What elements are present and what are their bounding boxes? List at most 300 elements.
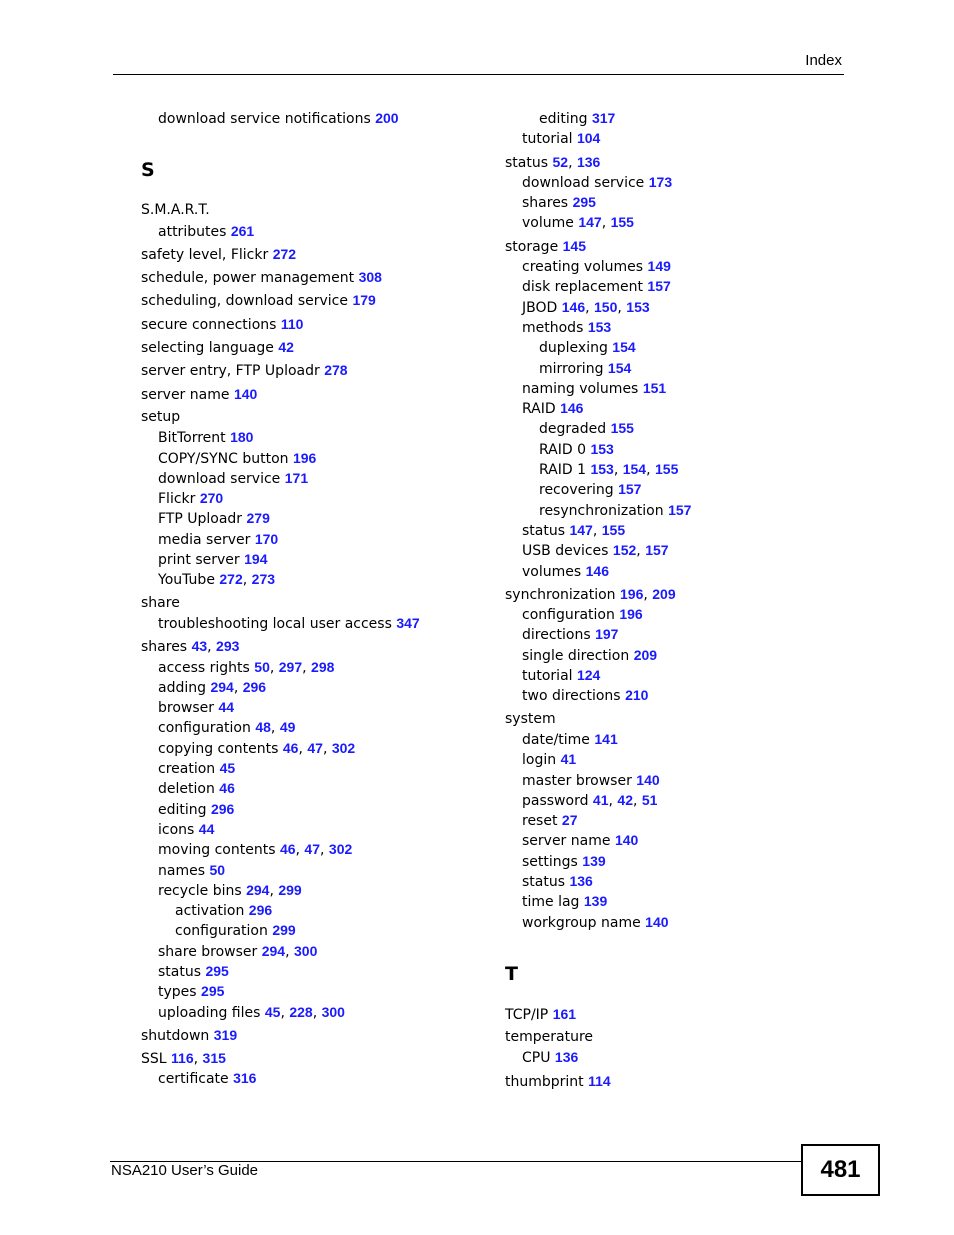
index-entry: [505, 851, 865, 871]
index-entry: [141, 1025, 501, 1045]
index-term: deletion: [158, 781, 215, 798]
running-header: Index: [805, 52, 842, 69]
page-ref-link[interactable]: 296: [248, 902, 273, 919]
page-separator: ,: [233, 679, 243, 696]
index-entry: [141, 221, 501, 241]
index-entry: [505, 891, 865, 911]
page-ref-link[interactable]: 52: [552, 153, 569, 170]
index-term: access rights: [158, 659, 250, 676]
page-separator: ,: [295, 842, 305, 859]
index-term: media server: [158, 531, 251, 548]
footer-guide-title: NSA210 User’s Guide: [111, 1162, 259, 1179]
index-term: schedule, power management: [141, 270, 355, 287]
page-ref-link[interactable]: 294: [210, 678, 234, 695]
index-term: status: [522, 522, 566, 539]
page-number: 481: [820, 1156, 861, 1183]
index-entry: [505, 810, 865, 830]
index-term: temperature: [505, 1029, 593, 1046]
page-ref-link[interactable]: 157: [668, 501, 692, 518]
index-term: TCP/IP: [505, 1006, 549, 1023]
index-entry: [505, 584, 865, 604]
page-ref-link[interactable]: 270: [199, 490, 224, 507]
index-entry: [141, 613, 501, 633]
index-term: S.M.A.R.T.: [141, 202, 210, 219]
index-term: naming volumes: [522, 380, 639, 397]
index-term: selecting language: [141, 340, 274, 357]
index-entry: [141, 657, 501, 677]
page-ref-link[interactable]: 45: [264, 1003, 281, 1020]
page-ref-link[interactable]: 155: [610, 420, 634, 437]
page-ref-link[interactable]: 157: [645, 542, 669, 559]
page-ref-link[interactable]: 299: [278, 881, 302, 898]
index-entry: [505, 604, 865, 624]
index-column-right: [505, 108, 865, 1091]
index-term: status: [158, 963, 202, 980]
page-ref-link[interactable]: 155: [601, 521, 626, 538]
index-term: methods: [522, 319, 584, 336]
page-ref-link[interactable]: 196: [620, 585, 644, 602]
index-entry: [505, 276, 865, 296]
index-term: storage: [505, 238, 559, 255]
index-term: configuration: [158, 720, 251, 737]
page-ref-link[interactable]: 152: [612, 542, 637, 559]
page-ref-link[interactable]: 294: [261, 942, 286, 959]
page-separator: ,: [312, 1004, 322, 1021]
page-ref-link[interactable]: 155: [655, 461, 679, 478]
page-ref-link[interactable]: 154: [622, 461, 647, 478]
page-separator: ,: [285, 943, 294, 960]
index-entry: [505, 358, 865, 378]
page-ref-link[interactable]: 116: [171, 1050, 194, 1067]
index-term: mirroring: [539, 360, 604, 377]
page-separator: ,: [269, 659, 279, 676]
index-term: secure connections: [141, 316, 277, 333]
page-ref-link[interactable]: 147: [569, 521, 593, 538]
index-entry: [505, 1004, 865, 1024]
page-ref-link[interactable]: 146: [561, 298, 586, 315]
page-ref-link[interactable]: 296: [210, 800, 235, 817]
index-term: single direction: [522, 647, 630, 664]
index-term: tutorial: [522, 131, 573, 148]
index-entry: [141, 360, 501, 380]
index-term: volume: [522, 215, 574, 232]
index-term: time lag: [522, 894, 580, 911]
index-term: shares: [522, 195, 569, 212]
page-separator: ,: [643, 586, 653, 603]
page-separator: ,: [193, 1051, 203, 1068]
index-term: tutorial: [522, 668, 573, 685]
index-entry: [505, 645, 865, 665]
index-entry: [505, 439, 865, 459]
page-separator: ,: [302, 659, 312, 676]
index-entry: [505, 749, 865, 769]
index-term: shares: [141, 639, 188, 656]
index-term: COPY/SYNC button: [158, 450, 289, 467]
index-term: safety level, Flickr: [141, 246, 269, 263]
index-term: RAID: [522, 401, 556, 418]
page-ref-link[interactable]: 154: [612, 339, 636, 356]
page-ref-link[interactable]: 140: [636, 771, 660, 788]
page-ref-link[interactable]: 171: [284, 469, 309, 486]
page-ref-link[interactable]: 46: [282, 739, 299, 756]
page-ref-link[interactable]: 209: [633, 646, 658, 663]
page-separator: ,: [601, 215, 611, 232]
index-term: moving contents: [158, 842, 276, 859]
index-term: shutdown: [141, 1027, 210, 1044]
index-entry: [141, 407, 501, 427]
page-ref-link[interactable]: 261: [230, 222, 255, 239]
page-ref-link[interactable]: 180: [230, 429, 254, 446]
index-term: reset: [522, 813, 558, 830]
index-term: browser: [158, 700, 215, 717]
index-term: server name: [522, 833, 611, 850]
page-separator: ,: [568, 154, 577, 171]
index-term: adding: [158, 679, 207, 696]
page-ref-link[interactable]: 273: [251, 571, 276, 588]
index-term: configuration: [175, 923, 268, 940]
index-entry: [141, 880, 501, 900]
index-entry: [505, 624, 865, 644]
index-term: creating volumes: [522, 259, 644, 276]
index-term: server entry, FTP Uploadr: [141, 363, 320, 380]
page-ref-link[interactable]: 150: [594, 298, 618, 315]
page-ref-link[interactable]: 278: [324, 362, 348, 379]
index-entry: [141, 593, 501, 613]
index-entry: [141, 384, 501, 404]
index-term: duplexing: [539, 340, 608, 357]
index-entry: [141, 569, 501, 589]
page-ref-link[interactable]: 47: [304, 841, 320, 858]
page-ref-link[interactable]: 302: [331, 739, 356, 756]
index-term: workgroup name: [522, 914, 641, 931]
index-term: resynchronization: [539, 502, 664, 519]
index-term: degraded: [539, 421, 607, 438]
page-ref-link[interactable]: 140: [233, 385, 258, 402]
page-separator: ,: [298, 740, 308, 757]
index-term: disk replacement: [522, 279, 643, 296]
page-ref-link[interactable]: 154: [607, 359, 632, 376]
page-ref-link[interactable]: 153: [590, 440, 614, 457]
index-term: login: [522, 752, 557, 769]
index-entry: [141, 697, 501, 717]
index-entry: [141, 488, 501, 508]
page-separator: ,: [613, 462, 623, 479]
index-entry: [141, 108, 501, 128]
page-ref-link[interactable]: 153: [587, 318, 612, 335]
index-entry: [505, 770, 865, 790]
page-ref-link[interactable]: 27: [561, 812, 578, 829]
index-term: master browser: [522, 772, 632, 789]
index-entry: [505, 128, 865, 148]
page-ref-link[interactable]: 316: [233, 1070, 257, 1087]
index-term: Flickr: [158, 491, 196, 508]
page-ref-link[interactable]: 49: [279, 719, 296, 736]
index-entry: [505, 108, 865, 128]
page-separator: ,: [636, 543, 646, 560]
index-entry: [505, 540, 865, 560]
index-entry: [505, 418, 865, 438]
page-ref-link[interactable]: 319: [213, 1026, 238, 1043]
page-separator: ,: [585, 299, 595, 316]
index-entry: [505, 459, 865, 479]
page-ref-link[interactable]: 45: [219, 760, 236, 777]
page-ref-link[interactable]: 293: [216, 638, 240, 655]
index-entry: [505, 378, 865, 398]
index-term: YouTube: [158, 572, 215, 589]
page-separator: ,: [322, 740, 332, 757]
page-ref-link[interactable]: 315: [202, 1050, 226, 1067]
index-entry: [505, 172, 865, 192]
index-term: server name: [141, 386, 230, 403]
page-ref-link[interactable]: 228: [289, 1003, 313, 1020]
page-ref-link[interactable]: 209: [652, 585, 676, 602]
page-ref-link[interactable]: 43: [191, 638, 208, 655]
index-entry: [141, 290, 501, 310]
index-entry: [141, 427, 501, 447]
index-entry: [141, 900, 501, 920]
index-entry: [505, 729, 865, 749]
section-letter: S: [141, 159, 155, 182]
page-separator: ,: [617, 299, 627, 316]
page-ref-link[interactable]: 196: [619, 606, 643, 623]
index-entry: [505, 256, 865, 276]
index-column-left: [141, 108, 501, 1089]
page-ref-link[interactable]: 51: [641, 791, 658, 808]
index-term: scheduling, download service: [141, 293, 348, 310]
index-entry: [505, 1047, 865, 1067]
header-rule: [113, 74, 844, 75]
page-ref-link[interactable]: 300: [321, 1003, 345, 1020]
page-ref-link[interactable]: 50: [209, 861, 226, 878]
index-entry: [141, 468, 501, 488]
page-ref-link[interactable]: 170: [254, 530, 279, 547]
index-term: RAID 1: [539, 462, 587, 479]
page-ref-link[interactable]: 153: [626, 298, 650, 315]
page-ref-link[interactable]: 104: [576, 130, 601, 147]
index-term: certificate: [158, 1071, 229, 1088]
index-entry: [505, 790, 865, 810]
page-ref-link[interactable]: 272: [219, 571, 243, 588]
page-ref-link[interactable]: 151: [642, 379, 667, 396]
index-term: share browser: [158, 943, 258, 960]
index-term: types: [158, 984, 197, 1001]
index-term: names: [158, 862, 205, 879]
index-entry: [505, 317, 865, 337]
index-term: download service: [158, 470, 281, 487]
page-ref-link[interactable]: 136: [554, 1049, 579, 1066]
index-term: settings: [522, 853, 578, 870]
page-ref-link[interactable]: 48: [255, 719, 271, 736]
page-ref-link[interactable]: 46: [279, 841, 296, 858]
index-term: BitTorrent: [158, 430, 226, 447]
page-ref-link[interactable]: 308: [358, 269, 382, 286]
index-entry: [141, 1002, 501, 1022]
index-entry: [141, 717, 501, 737]
index-entry: [505, 665, 865, 685]
page-ref-link[interactable]: 161: [552, 1005, 577, 1022]
page-ref-link[interactable]: 279: [246, 510, 270, 527]
page-separator: ,: [270, 720, 280, 737]
page-ref-link[interactable]: 155: [610, 214, 634, 231]
page-ref-link[interactable]: 272: [272, 245, 297, 262]
index-entry: [505, 520, 865, 540]
page-ref-link[interactable]: 42: [617, 791, 633, 808]
index-term: system: [505, 710, 556, 727]
index-entry: [141, 200, 501, 220]
page-ref-link[interactable]: 295: [205, 962, 229, 979]
index-entry: [505, 479, 865, 499]
index-term: setup: [141, 408, 181, 425]
page-ref-link[interactable]: 317: [591, 110, 616, 126]
index-term: directions: [522, 627, 591, 644]
page-ref-link[interactable]: 297: [278, 658, 303, 675]
page-ref-link[interactable]: 50: [254, 658, 270, 675]
page-ref-link[interactable]: 295: [201, 983, 225, 1000]
index-entry: [141, 529, 501, 549]
page-ref-link[interactable]: 41: [592, 791, 609, 808]
page-ref-link[interactable]: 139: [582, 852, 606, 869]
index-entry: [505, 1071, 865, 1091]
index-term: USB devices: [522, 543, 609, 560]
page-ref-link[interactable]: 146: [560, 400, 584, 417]
page-ref-link[interactable]: 124: [576, 667, 601, 684]
section-letter: T: [505, 962, 518, 985]
index-entry: [505, 192, 865, 212]
index-entry: [141, 819, 501, 839]
page-ref-link[interactable]: 136: [576, 153, 601, 170]
index-entry: [141, 1048, 501, 1068]
page-ref-link[interactable]: 295: [572, 194, 596, 211]
page-ref-link[interactable]: 46: [219, 780, 235, 797]
index-entry: [141, 920, 501, 940]
page-ref-link[interactable]: 200: [375, 110, 399, 126]
index-term: share: [141, 594, 180, 611]
index-entry: [141, 961, 501, 981]
page-ref-link[interactable]: 149: [647, 258, 671, 275]
index-term: volumes: [522, 563, 582, 580]
page-ref-link[interactable]: 136: [569, 872, 593, 889]
index-entry: [141, 778, 501, 798]
page-ref-link[interactable]: 157: [618, 481, 642, 498]
index-term: two directions: [522, 688, 621, 705]
page-ref-link[interactable]: 179: [352, 292, 376, 309]
index-entry: [141, 677, 501, 697]
index-entry: [505, 561, 865, 581]
index-term: RAID 0: [539, 441, 587, 458]
index-entry: [141, 448, 501, 468]
page-separator: ,: [646, 462, 655, 479]
page-ref-link[interactable]: 44: [198, 820, 215, 837]
index-term: status: [505, 154, 549, 171]
page-ref-link[interactable]: 139: [583, 893, 608, 910]
index-term: print server: [158, 552, 240, 569]
index-entry: [141, 337, 501, 357]
index-term: recycle bins: [158, 882, 242, 899]
page-ref-link[interactable]: 141: [594, 730, 618, 747]
page-ref-link[interactable]: 42: [278, 339, 294, 356]
page-ref-link[interactable]: 146: [585, 562, 609, 579]
page-ref-link[interactable]: 298: [311, 658, 335, 675]
index-entry: [141, 267, 501, 287]
index-entry: [505, 398, 865, 418]
index-entry: [141, 738, 501, 758]
index-entry: [141, 508, 501, 528]
index-term: download service notifications: [158, 111, 371, 127]
index-term: activation: [175, 903, 245, 920]
page-ref-link[interactable]: 153: [590, 461, 614, 478]
page-ref-link[interactable]: 194: [244, 551, 268, 568]
page-ref-link[interactable]: 47: [307, 739, 323, 756]
page-ref-link[interactable]: 300: [294, 942, 318, 959]
page-number-box: [801, 1144, 880, 1196]
index-entry: [505, 709, 865, 729]
page-ref-link[interactable]: 299: [272, 922, 296, 939]
index-term: password: [522, 792, 589, 809]
page-separator: ,: [592, 522, 602, 539]
index-term: editing: [158, 801, 207, 818]
index-entry: [505, 1027, 865, 1047]
index-term: date/time: [522, 731, 590, 748]
index-entry: [505, 337, 865, 357]
page-ref-link[interactable]: 147: [578, 214, 602, 231]
index-entry: [505, 500, 865, 520]
page-ref-link[interactable]: 145: [562, 237, 586, 254]
page-ref-link[interactable]: 302: [328, 841, 353, 858]
index-entry: [141, 1068, 501, 1088]
page-ref-link[interactable]: 110: [280, 315, 304, 332]
index-entry: [141, 860, 501, 880]
page-ref-link[interactable]: 157: [647, 278, 671, 295]
index-term: creation: [158, 761, 216, 778]
index-term: SSL: [141, 1051, 167, 1068]
index-entry: [505, 236, 865, 256]
page-ref-link[interactable]: 44: [218, 699, 235, 716]
index-entry: [505, 685, 865, 705]
page-ref-link[interactable]: 173: [648, 173, 673, 190]
index-entry: [141, 981, 501, 1001]
index-term: CPU: [522, 1050, 551, 1067]
page-ref-link[interactable]: 197: [595, 626, 619, 643]
index-term: editing: [539, 111, 588, 127]
index-entry: [141, 314, 501, 334]
index-entry: [141, 839, 501, 859]
index-term: download service: [522, 174, 645, 191]
index-term: JBOD: [522, 299, 558, 316]
index-term: configuration: [522, 607, 615, 624]
index-entry: [141, 941, 501, 961]
page-separator: ,: [320, 842, 329, 859]
page-ref-link[interactable]: 294: [246, 881, 270, 898]
page-ref-link[interactable]: 41: [560, 751, 577, 768]
index-term: FTP Uploadr: [158, 511, 243, 528]
page-ref-link[interactable]: 196: [292, 449, 317, 466]
index-term: copying contents: [158, 740, 279, 757]
page-ref-link[interactable]: 347: [396, 614, 420, 631]
page-ref-link[interactable]: 114: [588, 1072, 611, 1089]
page-ref-link[interactable]: 140: [645, 913, 669, 930]
index-entry: [141, 244, 501, 264]
page-separator: ,: [269, 882, 279, 899]
index-term: status: [522, 873, 566, 890]
page-ref-link[interactable]: 140: [614, 832, 639, 849]
page-ref-link[interactable]: 296: [242, 678, 267, 695]
index-entry: [505, 830, 865, 850]
index-entry: [505, 912, 865, 932]
page-ref-link[interactable]: 210: [625, 687, 649, 704]
page-separator: ,: [280, 1004, 290, 1021]
page-separator: ,: [242, 572, 252, 589]
index-entry: [505, 152, 865, 172]
